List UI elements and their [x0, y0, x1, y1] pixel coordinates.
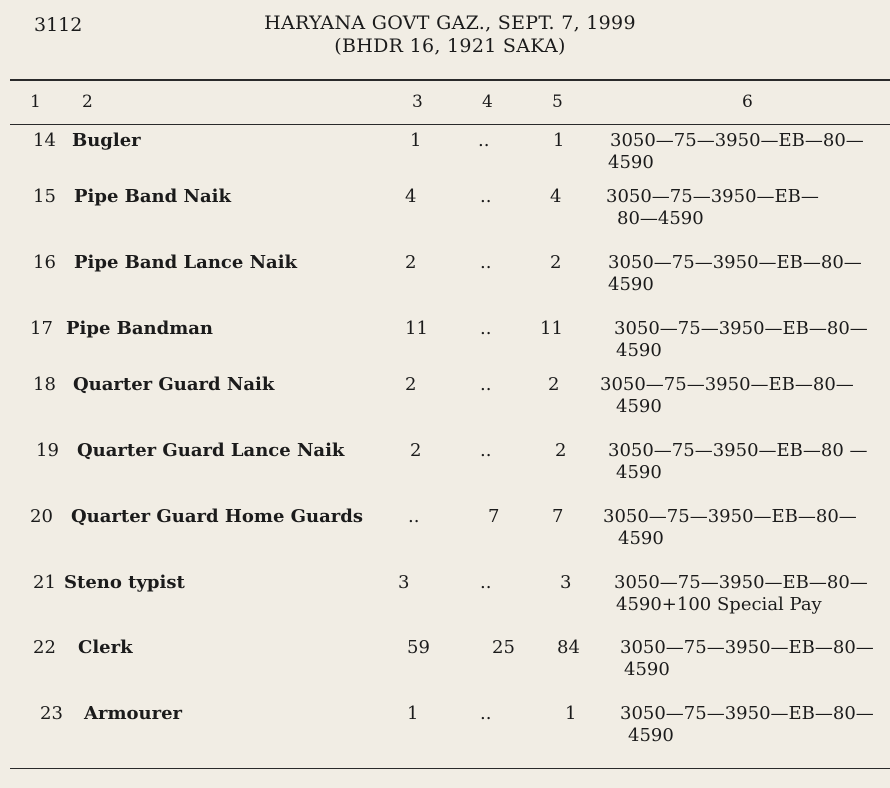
serial-number: 16: [33, 252, 56, 273]
pay-scale-line-2: 4590: [608, 274, 654, 295]
pay-scale-line-2: 4590: [628, 725, 674, 746]
pay-scale-line-2: 4590: [616, 340, 662, 361]
pay-scale-line-2: 4590+100 Special Pay: [616, 594, 822, 615]
gazette-title: HARYANA GOVT GAZ., SEPT. 7, 1999: [264, 12, 636, 34]
serial-number: 14: [33, 130, 56, 151]
serial-number: 20: [30, 506, 53, 527]
post-name: Pipe Bandman: [66, 318, 214, 339]
post-name: Quarter Guard Home Guards: [71, 506, 363, 527]
serial-number: 23: [40, 703, 63, 724]
column-header-1: 1: [30, 92, 41, 112]
post-name: Quarter Guard Lance Naik: [77, 440, 345, 461]
column-header-2: 2: [82, 92, 93, 112]
column-3-value: 3: [398, 572, 410, 593]
column-5-value: 2: [548, 374, 560, 395]
column-5-value: 2: [555, 440, 567, 461]
table-row: [0, 440, 890, 504]
column-3-value: 59: [407, 637, 430, 658]
post-name: Armourer: [84, 703, 183, 724]
table-row: [0, 637, 890, 701]
column-header-5: 5: [552, 92, 563, 112]
column-3-value: ..: [408, 506, 420, 527]
column-5-value: 7: [552, 506, 564, 527]
column-4-value: ..: [478, 130, 490, 151]
column-3-value: 1: [407, 703, 419, 724]
table-row: [0, 318, 890, 382]
post-name: Steno typist: [64, 572, 185, 593]
page-number: 3112: [34, 14, 83, 36]
pay-scale-line-1: 3050—75—3950—EB—80—: [614, 572, 868, 593]
column-3-value: 4: [405, 186, 417, 207]
column-5-value: 2: [550, 252, 562, 273]
column-5-value: 4: [550, 186, 562, 207]
pay-scale-line-1: 3050—75—3950—EB—80—: [600, 374, 854, 395]
bottom-rule: [10, 768, 890, 769]
gazette-subtitle: (BHDR 16, 1921 SAKA): [334, 35, 566, 57]
column-3-value: 2: [405, 374, 417, 395]
column-4-value: ..: [480, 440, 492, 461]
table-row: [0, 252, 890, 316]
column-3-value: 11: [405, 318, 428, 339]
table-row: [0, 506, 890, 570]
column-4-value: ..: [480, 252, 492, 273]
pay-scale-line-2: 4590: [618, 528, 664, 549]
post-name: Bugler: [72, 130, 141, 151]
column-4-value: ..: [480, 703, 492, 724]
serial-number: 18: [33, 374, 56, 395]
column-4-value: ..: [480, 186, 492, 207]
column-5-value: 3: [560, 572, 572, 593]
post-name: Clerk: [78, 637, 133, 658]
post-name: Pipe Band Lance Naik: [74, 252, 298, 273]
header-rule: [10, 124, 890, 125]
column-4-value: ..: [480, 572, 492, 593]
serial-number: 21: [33, 572, 56, 593]
pay-scale-line-1: 3050—75—3950—EB—80—: [620, 703, 874, 724]
column-header-4: 4: [482, 92, 493, 112]
pay-scale-line-1: 3050—75—3950—EB—80—: [610, 130, 864, 151]
column-4-value: ..: [480, 374, 492, 395]
pay-scale-line-2: 80—4590: [617, 208, 704, 229]
serial-number: 19: [36, 440, 59, 461]
top-rule: [10, 79, 890, 81]
serial-number: 22: [33, 637, 56, 658]
serial-number: 15: [33, 186, 56, 207]
column-5-value: 11: [540, 318, 563, 339]
column-3-value: 2: [410, 440, 422, 461]
pay-scale-line-1: 3050—75—3950—EB—80—: [620, 637, 874, 658]
pay-scale-line-1: 3050—75—3950—EB—80—: [603, 506, 857, 527]
column-5-value: 84: [557, 637, 580, 658]
table-row: [0, 186, 890, 250]
table-row: [0, 703, 890, 767]
pay-scale-line-1: 3050—75—3950—EB—80—: [614, 318, 868, 339]
serial-number: 17: [30, 318, 53, 339]
pay-scale-line-2: 4590: [616, 396, 662, 417]
pay-scale-line-2: 4590: [616, 462, 662, 483]
column-4-value: 25: [492, 637, 515, 658]
column-3-value: 1: [410, 130, 422, 151]
column-4-value: 7: [488, 506, 500, 527]
column-header-3: 3: [412, 92, 423, 112]
table-row: [0, 374, 890, 438]
column-5-value: 1: [553, 130, 565, 151]
pay-scale-line-2: 4590: [624, 659, 670, 680]
column-3-value: 2: [405, 252, 417, 273]
post-name: Quarter Guard Naik: [73, 374, 275, 395]
table-row: [0, 130, 890, 194]
column-5-value: 1: [565, 703, 577, 724]
post-name: Pipe Band Naik: [74, 186, 231, 207]
pay-scale-line-1: 3050—75—3950—EB—80—: [608, 252, 862, 273]
pay-scale-line-1: 3050—75—3950—EB—: [606, 186, 819, 207]
column-header-6: 6: [742, 92, 753, 112]
table-row: [0, 572, 890, 636]
pay-scale-line-2: 4590: [608, 152, 654, 173]
column-4-value: ..: [480, 318, 492, 339]
pay-scale-line-1: 3050—75—3950—EB—80 —: [608, 440, 868, 461]
